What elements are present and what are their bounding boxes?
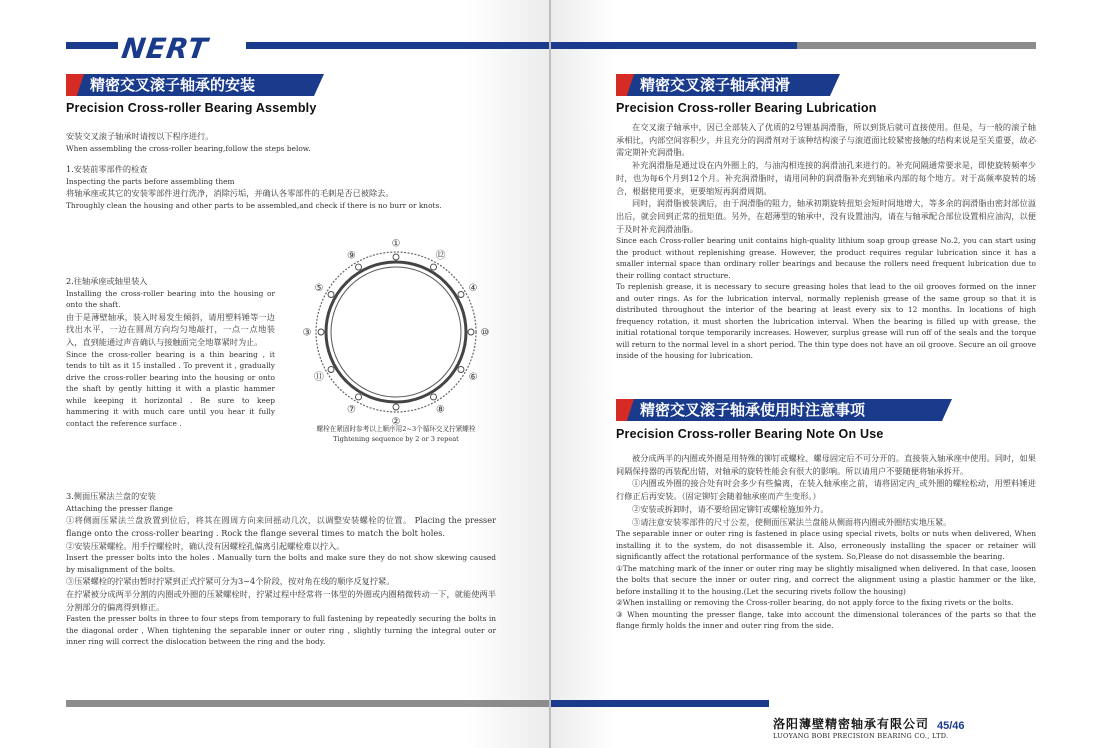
section-title-assembly: 精密交叉滚子轴承的安装 <box>66 74 314 96</box>
nert-logo: NERT <box>119 32 211 65</box>
bolt-hole <box>458 367 464 373</box>
bolt-sequence-label: ⑤ <box>314 283 324 294</box>
title-red-accent <box>616 74 634 96</box>
bolt-tightening-diagram <box>300 236 492 428</box>
bolt-sequence-label: ⑩ <box>480 327 490 339</box>
diagram-caption: 螺栓在紧固时参考以上顺序用2~3个循环交叉拧紧螺栓 Tightening sequence by 2 or 3 repeat <box>316 425 476 443</box>
bolt-hole <box>356 394 362 400</box>
top-bar-right-blue <box>551 42 797 49</box>
bolt-sequence-label: ⑦ <box>347 404 356 416</box>
bolt-hole <box>393 254 399 260</box>
bolt-sequence-label: ③ <box>302 327 312 339</box>
bolt-hole <box>356 264 362 270</box>
step-3-presser-flange: 3.侧面压紧法兰盘的安装 Attaching the presser flange ①将侧面压紧法兰盘放置到位后，将其在圆周方向来回摇动几次，以调整安装螺栓的位置。 Placing the presser flange onto the cross-roller bearing . Rock the flange several times to match the bolt holes. ②安装压紧螺栓。用手拧螺栓时，确认没有因螺栓孔偏离引起螺栓难以拧入。 Insert the presser bolts into the holes . Manually turn the bolts and make sure they do not show skewing caused by misalignment of the bolts. ③压紧螺栓的拧紧由暂时拧紧到正式拧紧可分为3~4个阶段，按对角在线的顺序反复拧紧。 在拧紧被分成两半分割的内圈或外圈的压紧螺栓时，拧紧过程中经常将一体型的外圈或内圈稍微转动一下，就能使两半分割部分的偏离得到修正。 Fasten the presser bolts in three to four steps from temporary to full fastening by repeatedly securing the bolts in the diagonal order , When tightening the separable inner or outer ring , slightly turning the integral outer or inner ring will correct the dislocation between the ring and the body. <box>66 491 496 647</box>
bolt-hole <box>328 292 334 298</box>
lubrication-body: 在交叉滚子轴承中，因已全部装入了优质的2号锂基润滑脂，所以到货后就可直接使用。但是，与一般的滚子轴承相比，内部空间容积少，并且充分的润滑剂对于该种结构滚子与滚道面比较紧密接触的结构来说是至关重要，故必需定期补充润滑脂。 补充润滑脂是通过设在内外圈上的，与油沟相连接的润滑油孔来进行的。补充间隔通常要求是，即使旋转频率少时，也为每6个月到12个月。补充润滑脂时，请用同种的润滑脂补充到轴承内部的每个地方。对于高频率旋转的场合，根据使用要求，更要缩短再润滑周期。 同时，润滑脂被装满后，由于润滑脂的阻力，轴承初期旋转扭矩会短时间地增大，等多余的润滑脂由密封部位溢出后，就会回到正常的扭矩值。另外，在超薄型的轴承中，没有设置油沟，请在与轴承配合部位设置相应油沟，以便于及时补充润滑油脂。 Since each Cross-roller bearing unit contains high-quality lithium soap group grease No.2, you can start using the product without replenishing grease. However, the product requires regular lubrication since it has a smaller internal space than ordinary roller bearings and because the rollers need frequent lubrication due to their rolling contact structure. To replenish grease, it is necessary to secure greasing holes that lead to the oil grooves formed on the inner and outer rings. As for the lubrication interval, normally replenish grease of the same group so that it is distributed throughout the interior of the bearing at least every six to 12 months. In locations of high frequency rotation, it must shorten the lubrication interval. When the bearing is filled up with grease, the initial rotational torque temporarily increases. However, surplus grease will run off of the seals and the torque will return to the normal level in a short period. The thin type does not have an oil groove. Secure an oil groove inside of the housing for lubrication. <box>616 122 1036 361</box>
bolt-sequence-label: ② <box>391 416 401 428</box>
section-subtitle-notes: Precision Cross-roller Bearing Note On Use <box>616 427 884 441</box>
footer-bar-right <box>551 700 769 707</box>
company-name-cn: 洛阳薄壁精密轴承有限公司 <box>773 717 930 731</box>
section-title-notes: 精密交叉滚子轴承使用时注意事项 <box>616 399 942 421</box>
bolt-sequence-label: ⑥ <box>468 372 478 383</box>
top-bar-long <box>246 42 549 49</box>
top-bar-right-gray <box>797 42 1036 49</box>
footer-bar-left <box>66 700 549 707</box>
bolt-sequence-label: ⑨ <box>347 250 356 262</box>
assembly-intro: 安装交叉滚子轴承时请按以下程序进行。 When assembling the cross-roller bearing,follow the steps below. 1.安装前零部件的检查 Inspecting the parts before assembling them 将轴承座或其它的安装零部件进行洗净，消除污垢，并确认各零部件的毛刺是否已被除去。 Throughly clean the housing and other parts to be assembled,and check if there is no burr or knots. <box>66 131 442 211</box>
section-title-lubrication: 精密交叉滚子轴承润滑 <box>616 74 830 96</box>
bolt-sequence-label: ① <box>391 238 401 250</box>
bolt-hole <box>468 329 474 335</box>
section-subtitle-assembly: Precision Cross-roller Bearing Assembly <box>66 101 317 115</box>
title-red-accent <box>616 399 634 421</box>
notes-body: 被分成两半的内圈或外圈是用特殊的铆钉或螺栓、螺母固定后不可分开的。直接装入轴承座中使用。同时，如果间隔保持器的再装配出错，对轴承的旋转性能会有很大的影响。所以请用户不要随便将轴承拆开。 ①内圈或外圈的接合处有时会多少有些偏离，在装入轴承座之前，请将固定内_或外圈的螺栓松动，用塑料锤进行修正后再安装。（固定铆钉会随着轴承座而产生变形。） ②安装或拆卸时，请不要给固定铆钉或螺栓施加外力。 ③请注意安装零部件的尺寸公差，使侧面压紧法兰盘能从侧面将内圈或外圈结实地压紧。 The separable inner or outer ring is fastened in place using special rivets, bolts or nuts when delivered, When installing it to the system, do not disassemble it. Also, erroneously installing the spacer or retainer will significantly affect the rotational performance of the system. So,Please do not disassemble the bearing. ①The matching mark of the inner or outer ring may be slightly misaligned when delivered. In that case, loosen the bolts that secure the inner or outer ring, and correct the alignment using a plastic hammer or the like, before installing it to the housing.(Let the securing rivets follow the housing) ②When installing or removing the Cross-roller bearing, do not apply force to the fixing rivets or the bolts. ③ When mounting the presser flange, take into account the dimensional tolerances of the parts so that the flange firmly holds the inner and outer ring from the side. <box>616 453 1036 630</box>
right-page <box>551 0 1100 748</box>
title-red-accent <box>66 74 84 96</box>
bolt-hole <box>458 292 464 298</box>
bolt-hole <box>393 404 399 410</box>
left-page <box>0 0 549 748</box>
step-2-installing: 2.往轴承座或轴里装入 Installing the cross-roller bearing into the housing or onto the shaft. 由于是薄壁轴承，装入时易发生倾斜，请用塑料锤等一边找出水平，一边在圆周方向均匀地敲打，一点一点地装入，直到能通过声音确认与接触面完全地靠紧时为止。 Since the cross-roller bearing is a thin bearing , it tends to tilt as it 15 installed . To prevent it , gradually drive the cross-roller bearing into the housing or onto the shaft by gently hitting it with a plastic hammer while keeping it horizontal . Be sure to keep hammering it with much care until you hear it fully contact the reference surface . <box>66 276 275 428</box>
bolt-sequence-label: ⑫ <box>435 250 446 262</box>
bolt-hole <box>328 367 334 373</box>
company-name-en: LUOYANG BOBI PRECISION BEARING CO., LTD. <box>773 732 949 740</box>
bolt-sequence-label: ④ <box>468 283 478 294</box>
bolt-hole <box>318 329 324 335</box>
section-subtitle-lubrication: Precision Cross-roller Bearing Lubrication <box>616 101 877 115</box>
bolt-sequence-label: ⑪ <box>313 372 324 383</box>
page-number: 45/46 <box>937 720 965 732</box>
bolt-hole <box>431 264 437 270</box>
top-bar-short <box>66 42 118 49</box>
bolt-hole <box>431 394 437 400</box>
bolt-sequence-label: ⑧ <box>436 404 445 416</box>
